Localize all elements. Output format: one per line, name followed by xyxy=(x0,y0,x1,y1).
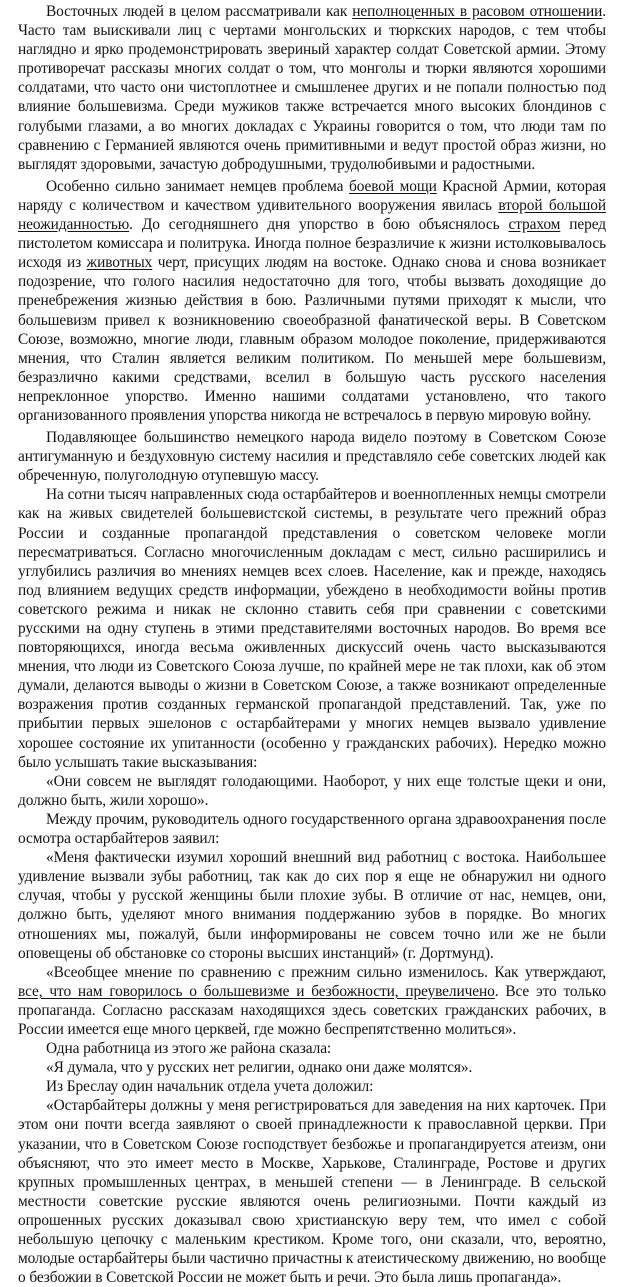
text-run: Между прочим, руководитель одного государственного органа здравоохранения после осмотра остарбайтеров заявил: xyxy=(18,810,606,848)
paragraph-6 xyxy=(18,810,606,848)
quote-paragraph-8 xyxy=(18,963,606,1039)
quote-paragraph-7 xyxy=(18,848,606,963)
text-run: Подавляющее большинство немецкого народа видело поэтому в Советском Союзе антигуманную и бездуховную систему насилия и представляло себе советских людей как обреченную, полуголодную отупевшую массу. xyxy=(18,429,606,485)
underlined-phrase: страхом xyxy=(508,216,561,234)
quote-paragraph-10 xyxy=(18,1058,606,1077)
text-run: «Остарбайтеры должны у меня регистрироваться для заведения на них карточек. При этом они почти всегда заявляют о своей принадлежности к православной церкви. При указании, что в Советском Союзе господствует безбожье и пропагандируется атеизм, они объясняют, что это имеет место в Москве, Харькове, Сталинграде, Ростове и других крупных промышленных центрах, в меньшей степени — в Ленинграде. В сельской местности советские русские являются очень религиозными. Почти каждый из опрошенных русских доказывал свою христианскую веру тем, что имел с собой небольшую цепочку с маленьким крестиком. Кроме того, они сказали, что, вероятно, молодые остарбайтеры были частично причастны к атеистическому движению, но вообще о безбожии в Советской России не может быть и речи. Это была лишь пропаганда». xyxy=(18,1097,606,1287)
text-run: Восточных людей в целом рассматривали как xyxy=(46,3,353,20)
underlined-phrase: второй большой неожиданностью xyxy=(18,196,607,234)
paragraph-2 xyxy=(18,177,606,425)
underlined-phrase: животных xyxy=(86,254,153,272)
paragraph-4 xyxy=(18,485,606,771)
underlined-phrase: все, что нам говорилось о большевизме и безбожности, преувеличено xyxy=(18,982,495,1000)
quote-paragraph-12 xyxy=(18,1096,606,1287)
text-run: Из Бреслау один начальник отдела учета доложил: xyxy=(46,1078,374,1096)
quote-paragraph-5 xyxy=(18,772,606,810)
text-run: Красной Армии, которая наряду с количеством и качеством удивительного вооружения явилась xyxy=(18,177,606,214)
text-run: . Все это только пропаганда. Согласно рассказам находящихся здесь советских гражданских рабочих, в России имеется еще много церквей, где можно беспрепятственно молиться». xyxy=(18,982,606,1038)
text-run: . До сегодняшнего дня упорство в бою объяснялось xyxy=(129,216,509,234)
text-run: . Часто там выискивали лиц с чертами монгольских и тюркских народов, с тем чтобы наглядно и ярко продемонстрировать звериный характер солдат Советской армии. Этому противоречат рассказы многих солдат о том, что монголы и тюрки являются хорошими солдатами, что часто они чистоплотнее и смышленее других и не попали полностью под влияние большевизма. Среди мужиков также встречается много высоких блондинов с голубыми глазами, а во многих докладах с Украины говорится о том, что люди там по сравнению с Германией являются очень примитивными и ведут простой образ жизни, но выглядят здоровыми, зачастую добродушными, трудолюбивыми и радостными. xyxy=(18,3,606,173)
text-run: «Я думала, что у русских нет религии, однако они даже молятся». xyxy=(46,1059,473,1077)
text-run: На сотни тысяч направленных сюда остарбайтеров и военнопленных немцы смотрели как на живых свидетелей большевистской системы, в результате чего прежний образ России и созданные пропагандой представления о советском человеке могли пересматриваться. Согласно многочисленным докладам с мест, сильно расширились и углубились различия во мнениях немцев всех слоев. Население, как и прежде, находясь под влиянием ведущих средств информации, убеждено в необходимости войны против советского режима и никак не склонно ставить себя при сравнении с советскими русскими на одну ступень в этими представителями восточных народов. Во время все повторяющихся, иногда весьма оживленных дискуссий очень часто высказываются мнения, что люди из Советского Союза лучше, по крайней мере не так плохи, как об этом думали, делаются выводы о жизни в Советском Союзе, а также возникают определенные возражения против созданных германской пропагандой представлений. Так, уже по прибытии первых эшелонов с остарбайтерами у многих немцев вызвало удивление хорошее состояние их упитанности (особенно у гражданских рабочих). Нередко можно было услышать такие высказывания: xyxy=(18,486,606,771)
paragraph-1 xyxy=(18,2,606,174)
text-run: «Они совсем не выглядят голодающими. Наоборот, у них еще толстые щеки и они, должно быть, жили хорошо». xyxy=(18,772,606,809)
text-run: перед пистолетом комиссара и политрука. Иногда полное безразличие к жизни истолковывалось исходя из xyxy=(18,216,606,272)
text-run: Одна работница из этого же района сказала: xyxy=(46,1040,332,1058)
paragraph-9 xyxy=(18,1039,606,1058)
text-run: «Меня фактически изумил хороший внешний вид работниц с востока. Наибольшее удивление вызвали зубы работниц, так как до сих пор я еще не обнаружил ни одного случая, чтобы у русской женщины были плохие зубы. В отличие от нас, немцев, они, должно быть, уделяют много внимания поддержанию зубов в порядке. Во многих отношениях мы, пожалуй, были информированы не совсем точно или же не были оповещены об обстановке со стороны высших инстанций» (г. Дортмунд). xyxy=(18,849,606,962)
paragraph-11 xyxy=(18,1077,606,1096)
document-page xyxy=(18,2,606,1287)
text-run: Особенно сильно занимает немцев проблема xyxy=(46,177,349,195)
paragraph-3 xyxy=(18,428,606,485)
text-run: «Всеобщее мнение по сравнению с прежним сильно изменилось. Как утверждают, xyxy=(46,963,606,981)
underlined-phrase: неполноценных в расовом отношении xyxy=(352,3,603,20)
underlined-phrase: боевой мощи xyxy=(348,177,437,195)
text-run: черт, присущих людям на востоке. Однако снова и снова возникает подозрение, что голого насилия недостаточно для того, чтобы вызвать доходящие до пренебрежения жизнью действия в бою. Различными путями приходят к мысли, что большевизм привел к возникновению своеобразной фанатической веры. В Советском Союзе, возможно, многие люди, главным образом молодое поколение, придерживаются мнения, что Сталин является великим политиком. По меньшей мере большевизм, безразлично какими средствами, вселил в большую часть русского населения непреклонное упорство. Именно нашими солдатами установлено, что такого организованного проявления упорства никогда не встречалось в первую мировую войну. xyxy=(18,254,606,424)
